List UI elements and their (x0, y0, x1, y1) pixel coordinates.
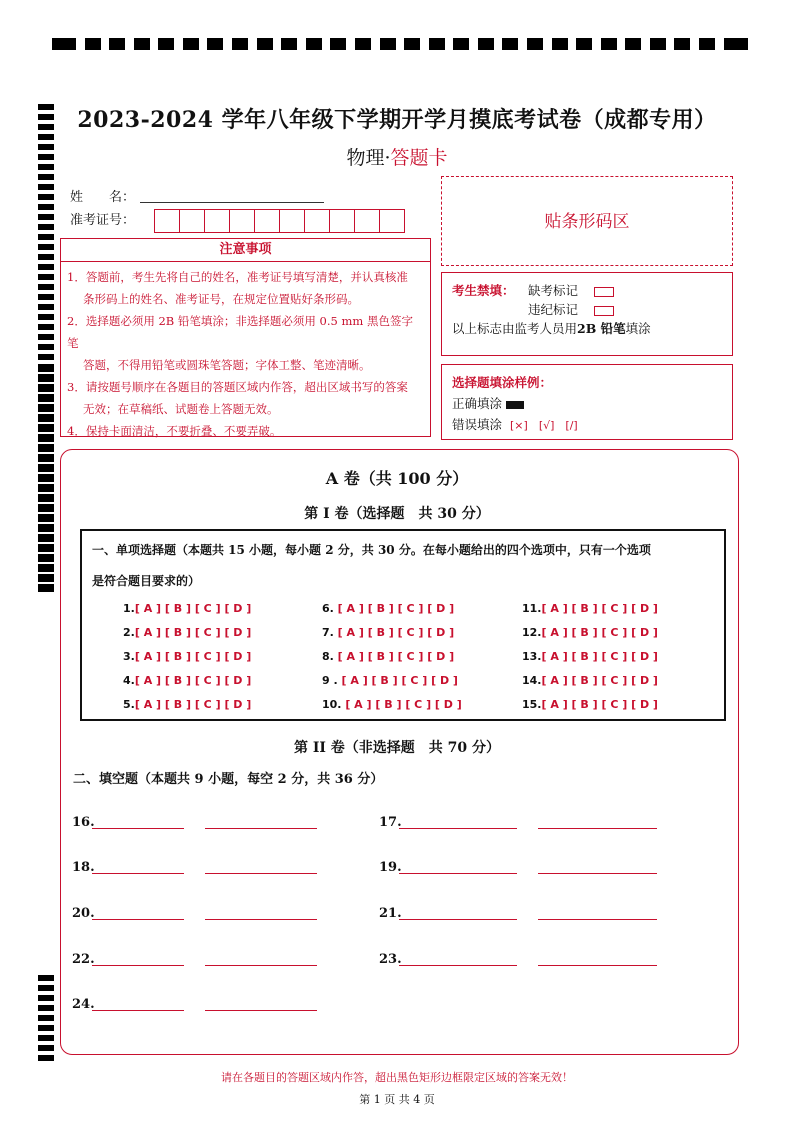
subject-label: 物理· (346, 147, 391, 169)
fill-blank-19b[interactable] (538, 873, 657, 874)
filled-mark (506, 401, 524, 409)
violation-box[interactable] (594, 306, 614, 316)
note-line: 无效；在草稿纸、试题卷上答题无效。 (83, 402, 279, 416)
fill-blank-20a[interactable] (92, 919, 184, 920)
absent-box[interactable] (594, 287, 614, 297)
note-line: 条形码上的姓名、准考证号，在规定位置贴好条形码。 (83, 292, 359, 306)
violation-mark (528, 300, 614, 318)
name-label: 姓 名： (70, 190, 136, 205)
fill-blank-16b[interactable] (205, 828, 317, 829)
exam-subtitle (0, 143, 794, 170)
fill-question-22: 22. (72, 952, 95, 967)
forbidden-note: 以上标志由监考人员用2B 铅笔填涂 (452, 321, 651, 336)
fill-blank-24b[interactable] (205, 1010, 317, 1011)
answer-card-label: 答题卡 (390, 147, 448, 169)
mc-question-4[interactable]: 4.[ A ] [ B ] [ C ] [ D ] (123, 674, 252, 687)
mc-question-11[interactable]: 11.[ A ] [ B ] [ C ] [ D ] (522, 602, 658, 615)
mc-question-9[interactable]: 9 . [ A ] [ B ] [ C ] [ D ] (322, 674, 458, 687)
forbidden-box (441, 272, 733, 356)
fill-blank-17a[interactable] (399, 828, 517, 829)
fill-question-16: 16. (72, 815, 95, 830)
barcode-area (441, 176, 733, 266)
note-line: 1．答题前，考生先将自己的姓名，准考证号填写清楚，并认真核准 (67, 270, 408, 284)
mc-instruction-cont: 是符合题目要求的） (92, 574, 201, 588)
note-line: 3．请按题号顺序在各题目的答题区域内作答，超出区域书写的答案 (67, 380, 408, 394)
mc-question-8[interactable]: 8. [ A ] [ B ] [ C ] [ D ] (322, 650, 455, 663)
mc-question-12[interactable]: 12.[ A ] [ B ] [ C ] [ D ] (522, 626, 658, 639)
notes-title: 注意事项 (61, 239, 430, 262)
fill-blank-23a[interactable] (399, 965, 517, 966)
fill-question-17: 17. (379, 815, 402, 830)
fill-question-19: 19. (379, 860, 402, 875)
side-marks-lower (38, 975, 54, 1065)
fill-blank-22a[interactable] (92, 965, 184, 966)
footer-warning: 请在各题目的答题区域内作答，超出黑色矩形边框限定区域的答案无效！ (221, 1071, 573, 1084)
fill-blank-19a[interactable] (399, 873, 517, 874)
fill-blank-18a[interactable] (92, 873, 184, 874)
mc-question-3[interactable]: 3.[ A ] [ B ] [ C ] [ D ] (123, 650, 252, 663)
section-a-title: A 卷（共 100 分） (325, 469, 469, 488)
exam-id-label: 准考证号： (70, 213, 136, 228)
mc-question-1[interactable]: 1.[ A ] [ B ] [ C ] [ D ] (123, 602, 252, 615)
fill-question-18: 18. (72, 860, 95, 875)
part1-title: 第 I 卷（选择题 共 30 分） (304, 506, 490, 522)
forbidden-label: 考生禁填： (452, 283, 515, 298)
absent-label: 缺考标记 (528, 283, 579, 298)
page-number: 第 1 页 共 4 页 (359, 1093, 435, 1106)
fill-blank-16a[interactable] (92, 828, 184, 829)
fill-blank-20b[interactable] (205, 919, 317, 920)
violation-label: 违纪标记 (528, 302, 579, 317)
note-line: 答题，不得用铅笔或圆珠笔答题；字体工整、笔迹清晰。 (83, 358, 371, 372)
fill-blank-22b[interactable] (205, 965, 317, 966)
mc-question-6[interactable]: 6. [ A ] [ B ] [ C ] [ D ] (322, 602, 455, 615)
mc-question-2[interactable]: 2.[ A ] [ B ] [ C ] [ D ] (123, 626, 252, 639)
mc-question-10[interactable]: 10. [ A ] [ B ] [ C ] [ D ] (322, 698, 462, 711)
sample-box (441, 364, 733, 440)
note-line: 2．选择题必须用 2B 铅笔填涂；非选择题必须用 0.5 mm 黑色签字笔 (67, 314, 413, 350)
top-alignment-marks (52, 38, 748, 50)
fill-blank-21a[interactable] (399, 919, 517, 920)
fill-question-23: 23. (379, 952, 402, 967)
mc-question-15[interactable]: 15.[ A ] [ B ] [ C ] [ D ] (522, 698, 658, 711)
wrong-sample: 错误填涂 [×] [√] [/] (452, 417, 578, 432)
fill-blank-24a[interactable] (92, 1010, 184, 1011)
mc-instruction: 一、单项选择题（本题共 15 小题，每小题 2 分，共 30 分。在每小题给出的四个选项中，只有一个选项 (92, 543, 651, 557)
fill-blank-23b[interactable] (538, 965, 657, 966)
absent-mark (528, 281, 614, 299)
mc-question-14[interactable]: 14.[ A ] [ B ] [ C ] [ D ] (522, 674, 658, 687)
exam-id-cells[interactable] (155, 209, 405, 233)
part2-title: 第 II 卷（非选择题 共 70 分） (293, 740, 501, 756)
mc-question-7[interactable]: 7. [ A ] [ B ] [ C ] [ D ] (322, 626, 455, 639)
mc-question-5[interactable]: 5.[ A ] [ B ] [ C ] [ D ] (123, 698, 252, 711)
fill-question-21: 21. (379, 906, 402, 921)
fill-question-24: 24. (72, 997, 95, 1012)
barcode-label: 贴条形码区 (544, 212, 630, 232)
notes-box (60, 238, 431, 437)
fill-blank-18b[interactable] (205, 873, 317, 874)
fill-blank-21b[interactable] (538, 919, 657, 920)
correct-sample: 正确填涂 (452, 394, 524, 412)
fill-question-20: 20. (72, 906, 95, 921)
note-line: 4．保持卡面清洁，不要折叠、不要弄破。 (67, 424, 282, 438)
fill-instruction: 二、填空题（本题共 9 小题，每空 2 分，共 36 分） (73, 772, 384, 787)
fill-blank-17b[interactable] (538, 828, 657, 829)
exam-title: 2023-2024 学年八年级下学期开学月摸底考试卷（成都专用） (77, 107, 717, 133)
sample-title: 选择题填涂样例： (452, 375, 553, 390)
mc-question-13[interactable]: 13.[ A ] [ B ] [ C ] [ D ] (522, 650, 658, 663)
name-field[interactable] (140, 202, 324, 203)
